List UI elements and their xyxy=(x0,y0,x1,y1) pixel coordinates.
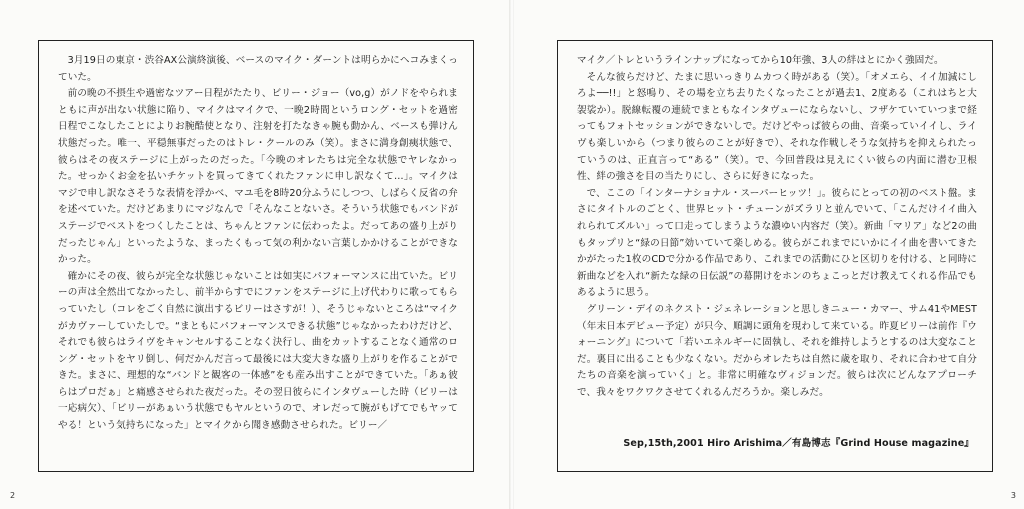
page-number: 3 xyxy=(1010,491,1016,500)
paragraph: そんな彼らだけど、たまに思いっきりムカつく時がある（笑）。「オメエら、イイ加減にしろよ──!!」と怒鳴り、その場を立ち去りたくなったことが過去1、2度ある（これはちと大袈裟か）。脱線転覆の連続でまともなインタヴューにならないし、フザケていていつまで経ってもフォトセッションができないしで。だけどやっぱ彼らの曲、音楽っていイイし、ライヴも楽しいから（つまり彼らのことが好きで）、それな作戦しそうな気持ちを抑えられたっていうのは、正直言って“ある”（笑）。で、今回普段は見えにくい彼らの内面に潜む卫根性、絆の強さを目の当たりにし、さらに好きになった。 xyxy=(577,71,977,183)
right-page xyxy=(514,0,1024,509)
left-text-frame xyxy=(38,40,474,472)
page-number: 2 xyxy=(10,491,16,500)
right-text-frame xyxy=(557,40,993,472)
paragraph: グリーン・デイのネクスト・ジェネレーションと思しきニュー・カマー、サム41やMEST（年末日本デビュー予定）が只今、順調に頭角を現わして来ている。昨夏ビリーは前作『ウォーニング』について「若いエネルギーに固執し、それを維持しようとするのは大変なことだ。裏目に出ることも少なくない。だからオレたちは自然に歳を取り、それに合わせて自分たちの音楽を演っていく」と。非常に明確なヴィジョンだ。彼らは次にどんなアプローチで、我々をワクワクさせてくれるんだろうか。楽しみだ。 xyxy=(577,303,977,398)
right-article-body xyxy=(577,53,977,401)
left-article-body xyxy=(58,53,458,435)
paragraph: で、ここの「インターナショナル・スーパーヒッツ！」。彼らにとっての初のベスト盤。まさにタイトルのごとく、世界ヒット・チューンがズラリと並んでいて、「こんだけイイ曲入れられてズルい」って口走ってしまうような濃ゆい内容だ（笑）。新曲「マリア」など2の曲もタップリと“緑の日節”効いていて楽しめる。彼らがこれまでにいかにイイ曲を書いてきたかがたった1枚のCDで分かる作品であり、これまでの活動にひと区切りを付ける、と同時に新曲などを入れ“新たな緑の日伝説”の幕開けをホンのちょこっとだけ教えてくれる作品でもあるように思う。 xyxy=(577,187,977,299)
left-page xyxy=(0,0,510,509)
paragraph: 確かにその夜、彼らが完全な状態じゃないことは如実にパフォーマンスに出ていた。ビリーの声は全然出てなかったし、前半からすでにファンをステージに上げ代わりに歌ってもらっていたし（コレをごく自然に演出するビリーはさすが！）、そうじゃないところは“マイクがカヴァーしていたしで。“まともにパフォーマンスできる状態”じゃなかったわけだけど、それでも彼らはライヴをキャンセルすることなく決行し、曲をカットすることなく通常のロング・セットをヤリ倒し、何だかんだ言って最後には大変大きな盛り上がりを作ることができた。まさに、理想的な“バンドと観客の一体感”をも産み出すことができていた。「あぁ彼らはプロだぁ」と痛感させられた夜だった。その翌日彼らにインタヴューした時（ビリーは一応病欠）、「ビリーがあぁいう状態でもヤルというので、オレだって腕がもげてでもヤッてやる！という気持ちになった」とマイクから聞き感動させられた。ビリー／ xyxy=(58,270,458,432)
paragraph: 前の晩の不摂生や過密なツアー日程がたたり、ビリー・ジョー（vo,g）がノドをやられまともに声が出ない状態に陥り、マイクはマイクで、一晩2時間というロング・セットを過密日程でこなしたことによりお腕酷使となり、注射を打たなきゃ腕も動かん、ベースも弾けん状態だった。唯一、平穏無事だったのはトレ・クールのみ（笑）。まさに満身創痍状態で、彼らはその夜ステージに上がったのだった。「今晩のオレたちは完全な状態でヤレなかった。せっかくお金を払いチケットを買ってきてくれたファンに申し訳なくて…」。マイクはマジで申し訳なさそうな表情を浮かべ、マユ毛を8時20分ふうにしつつ、しばらく反省の弁を述べていた。だけどあまりにマジなんで「そんなことないさ。そういう状態でもバンドがステージでベストをつくしたことは、ちゃんとファンに伝わったよ。だってあの盛り上がりだったじゃん」といったような、まったくもって気の利かない言葉しかかけることができなかった。 xyxy=(58,88,458,266)
paragraph: 3月19日の東京・渋谷AX公演終演後、ベースのマイク・ダーントは明らかにヘコみまくっていた。 xyxy=(58,55,458,83)
paragraph: マイク／トレというラインナップになってから10年強、3人の絆はとにかく強固だ。 xyxy=(577,55,944,66)
author-credit: Sep,15th,2001 Hiro Arishima／有島博志『Grind House magazine』 xyxy=(623,438,974,449)
